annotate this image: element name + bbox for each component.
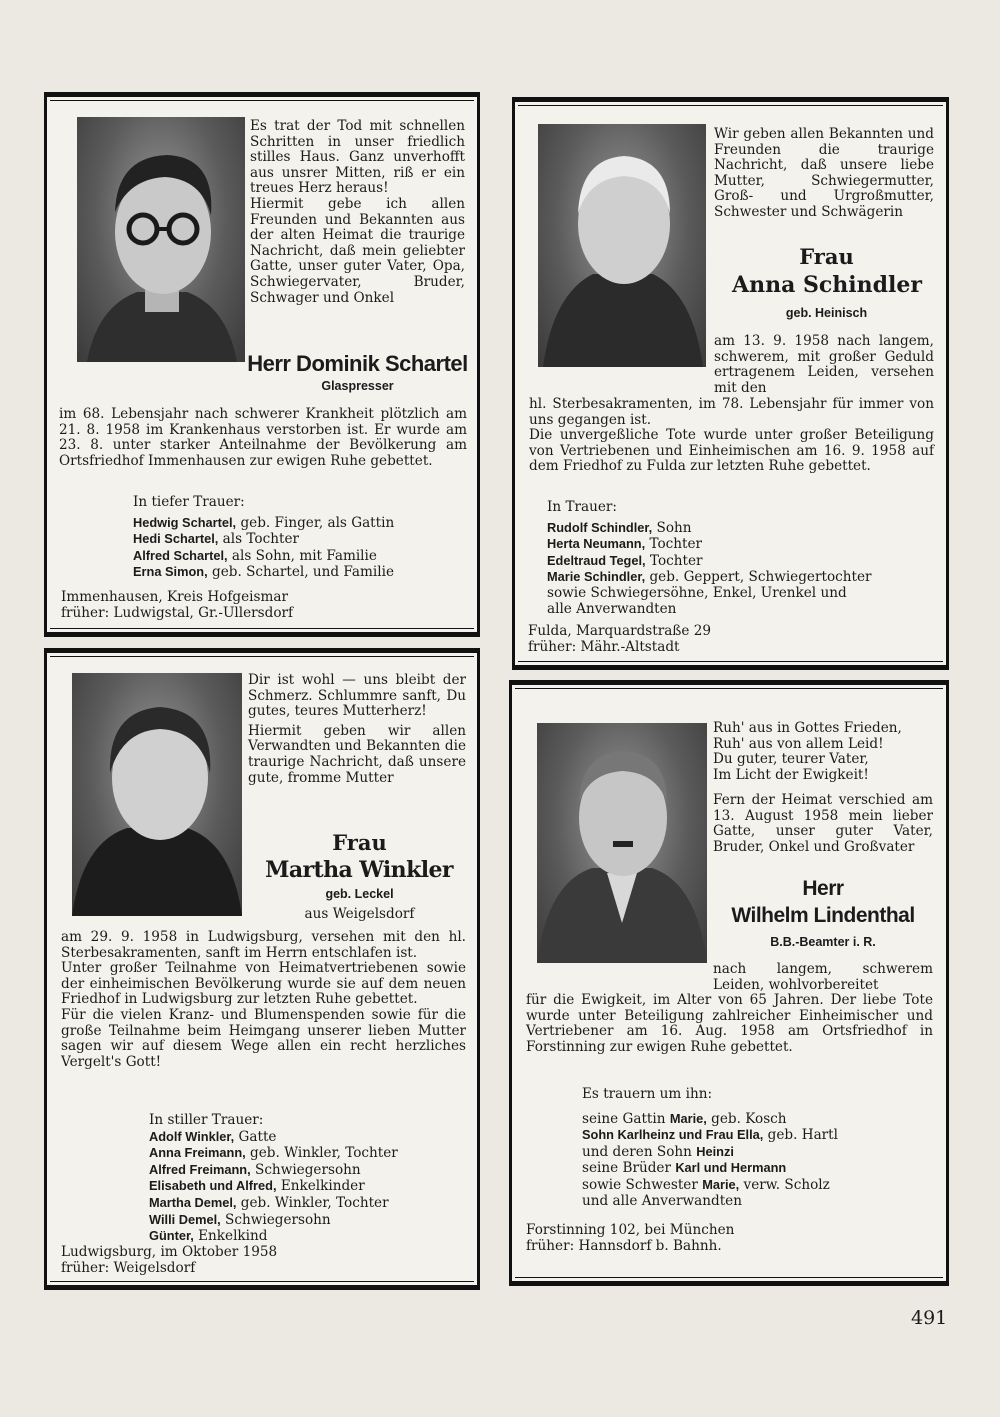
mourners-list: In Trauer: Rudolf Schindler, Sohn Herta Neumann, Tochter Edeltraud Tegel, Tochter Marie Schindler, geb. Geppert, Schwiegertochter sowie Schwiegersöhne, Enkel, Urenkel und alle Anverwandten — [547, 500, 937, 617]
body-text-2: für die Ewigkeit, im Alter von 65 Jahren. Der liebe Tote wurde unter Beteiligung zahlreicher Einheimischer und Vertriebener am 16. Aug. 1958 am Ortsfriedhof in Forstinning zur ewigen Ruhe gebettet. — [526, 992, 933, 1055]
deceased-name: Martha Winkler — [265, 857, 453, 883]
mourners-list: In tiefer Trauer: Hedwig Schartel, geb. Finger, als Gattin Hedi Schartel, als Tochter Alfred Schartel, als Sohn, mit Familie Erna Simon, geb. Schartel, und Familie — [133, 495, 473, 581]
portrait-man-icon — [537, 723, 707, 963]
page-number: 491 — [911, 1307, 948, 1329]
deceased-occupation: Glaspresser — [321, 379, 394, 393]
body-text-1: nach langem, schwerem Leiden, wohlvorbereitet — [713, 961, 933, 993]
mourner: Sohn Karlheinz und Frau Ella, geb. Hartl — [582, 1127, 838, 1144]
body-text: im 68. Lebensjahr nach schwerer Krankheit plötzlich am 21. 8. 1958 im Krankenhaus verstorben ist. Er wurde am 23. 8. unter starker Anteilnahme der Bevölkerung am Ortsfriedhof Immenhausen zur ewigen Ruhe gebettet. — [59, 406, 467, 469]
portrait-elderly-woman-icon — [538, 124, 706, 367]
verse: Ruh' aus in Gottes Frieden, Ruh' aus von allem Leid! Du guter, teurer Vater, Im Licht der Ewigkeit! — [713, 720, 902, 783]
obituary-dominik-schartel — [44, 92, 480, 637]
mourner: Edeltraud Tegel, Tochter — [547, 552, 703, 569]
deceased-occupation: B.B.-Beamter i. R. — [770, 935, 876, 949]
deceased-title: Frau — [799, 244, 854, 269]
portrait-man-glasses-icon — [77, 117, 245, 362]
address: Ludwigsburg, im Oktober 1958 früher: Weigelsdorf — [61, 1244, 278, 1276]
portrait-photo — [77, 117, 245, 362]
mourner: Herta Neumann, Tochter — [547, 536, 703, 553]
mourner: Alfred Schartel, als Sohn, mit Familie — [133, 547, 377, 564]
mourner: seine Brüder Karl und Hermann — [582, 1160, 787, 1177]
body-text: am 29. 9. 1958 in Ludwigsburg, versehen mit den hl. Sterbesakramenten, sanft im Herrn entschlafen ist. Unter großer Teilnahme von Heimatvertriebenen sowie der einheimischen Bevölkerung wurde sie auf dem neuen Friedhof in Ludwigsburg zur letzten Ruhe gebettet. Für die vielen Kranz- und Blumenspenden sowie für die große Teilnahme beim Heimgang unserer lieben Mutter sagen wir auf diesem Wege allen ein recht herzliches Vergelt's Gott! — [61, 929, 466, 1070]
portrait-woman-icon — [72, 673, 242, 916]
obituary-wilhelm-lindenthal — [509, 680, 949, 1286]
deceased-name: Herr Dominik Schartel — [247, 351, 468, 376]
deceased-title: Frau — [332, 830, 387, 855]
mourner: Erna Simon, geb. Schartel, und Familie — [133, 564, 394, 581]
mourner: Anna Freimann, geb. Winkler, Tochter — [149, 1145, 398, 1162]
deceased-name: Anna Schindler — [732, 272, 922, 298]
mourner: Rudolf Schindler, Sohn — [547, 519, 692, 536]
intro-text: Fern der Heimat verschied am 13. August 1958 mein lieber Gatte, unser guter Vater, Bruder, Onkel und Großvater — [713, 792, 933, 855]
address: Fulda, Marquardstraße 29 früher: Mähr.-Altstadt — [528, 623, 712, 655]
address: Immenhausen, Kreis Hofgeismar früher: Ludwigstal, Gr.-Ullersdorf — [61, 589, 294, 621]
mourners-list: Es trauern um ihn: seine Gattin Marie, geb. Kosch Sohn Karlheinz und Frau Ella, geb. Hartl und deren Sohn Heinzi seine Brüder Karl und Hermann sowie Schwester Marie, verw. Scholz und alle Anverwandten — [582, 1087, 942, 1209]
intro-text: Dir ist wohl — uns bleibt der Schmerz. Schlummre sanft, Du gutes, teures Mutterherz! Hiermit geben wir allen Verwandten und Bekannten die traurige Nachricht, daß unsere gute, fromme Mutter — [248, 672, 466, 786]
mourner: Elisabeth und Alfred, Enkelkinder — [149, 1178, 365, 1195]
mourners-list: In stiller Trauer: Adolf Winkler, Gatte Anna Freimann, geb. Winkler, Tochter Alfred Freimann, Schwiegersohn Elisabeth und Alfred, Enkelkinder Martha Demel, geb. Winkler, Tochter Willi Demel, Schwiegersohn Günter, Enkelkind — [149, 1113, 469, 1245]
maiden-name: geb. Leckel — [325, 887, 394, 901]
intro-text: Es trat der Tod mit schnellen Schritten in unser friedlich stilles Haus. Ganz unverhofft aus unsrer Mitten, riß er ein treues Herz heraus! Hiermit gebe ich allen Freunden und Bekannten aus der alten Heimat die traurige Nachricht, daß mein geliebter Gatte, unser guter Vater, Opa, Schwiegervater, Bruder, Schwager und Onkel — [250, 118, 465, 306]
mourner: und deren Sohn Heinzi — [582, 1143, 734, 1160]
portrait-photo — [537, 723, 707, 963]
body-text-1: am 13. 9. 1958 nach langem, schwerem, mit großer Geduld ertragenem Leiden, versehen mit den — [714, 333, 934, 396]
body-text-2: hl. Sterbesakramenten, im 78. Lebensjahr für immer von uns gegangen ist. Die unvergeßliche Tote wurde unter großer Beteiligung von Vertriebenen und Einheimischen am 16. 9. 1958 auf dem Friedhof zu Fulda zur letzten Ruhe gebettet. — [529, 396, 934, 475]
mourner: Hedi Schartel, als Tochter — [133, 531, 299, 548]
portrait-photo — [72, 673, 242, 916]
maiden-name: geb. Heinisch — [785, 306, 868, 320]
mourner: Günter, Enkelkind — [149, 1228, 268, 1245]
mourner: sowie Schwester Marie, verw. Scholz — [582, 1176, 830, 1193]
mourner: Martha Demel, geb. Winkler, Tochter — [149, 1194, 389, 1211]
obituary-martha-winkler — [44, 648, 480, 1290]
deceased-name: Wilhelm Lindenthal — [731, 904, 915, 927]
origin: aus Weigelsdorf — [304, 906, 415, 922]
mourner: Hedwig Schartel, geb. Finger, als Gattin — [133, 514, 395, 531]
address: Forstinning 102, bei München früher: Hannsdorf b. Bahnh. — [526, 1222, 735, 1254]
deceased-title: Herr — [802, 877, 844, 900]
mourner: Alfred Freimann, Schwiegersohn — [149, 1161, 361, 1178]
mourner: Marie Schindler, geb. Geppert, Schwiegertochter — [547, 569, 872, 586]
mourner: Adolf Winkler, Gatte — [149, 1128, 277, 1145]
portrait-photo — [538, 124, 706, 367]
intro-text: Wir geben allen Bekannten und Freunden die traurige Nachricht, daß unsere liebe Mutter, Schwiegermutter, Groß- und Urgroßmutter, Schwester und Schwägerin — [714, 126, 934, 220]
obituary-anna-schindler — [512, 97, 949, 670]
mourner: Willi Demel, Schwiegersohn — [149, 1211, 331, 1228]
mourner: seine Gattin Marie, geb. Kosch — [582, 1110, 787, 1127]
